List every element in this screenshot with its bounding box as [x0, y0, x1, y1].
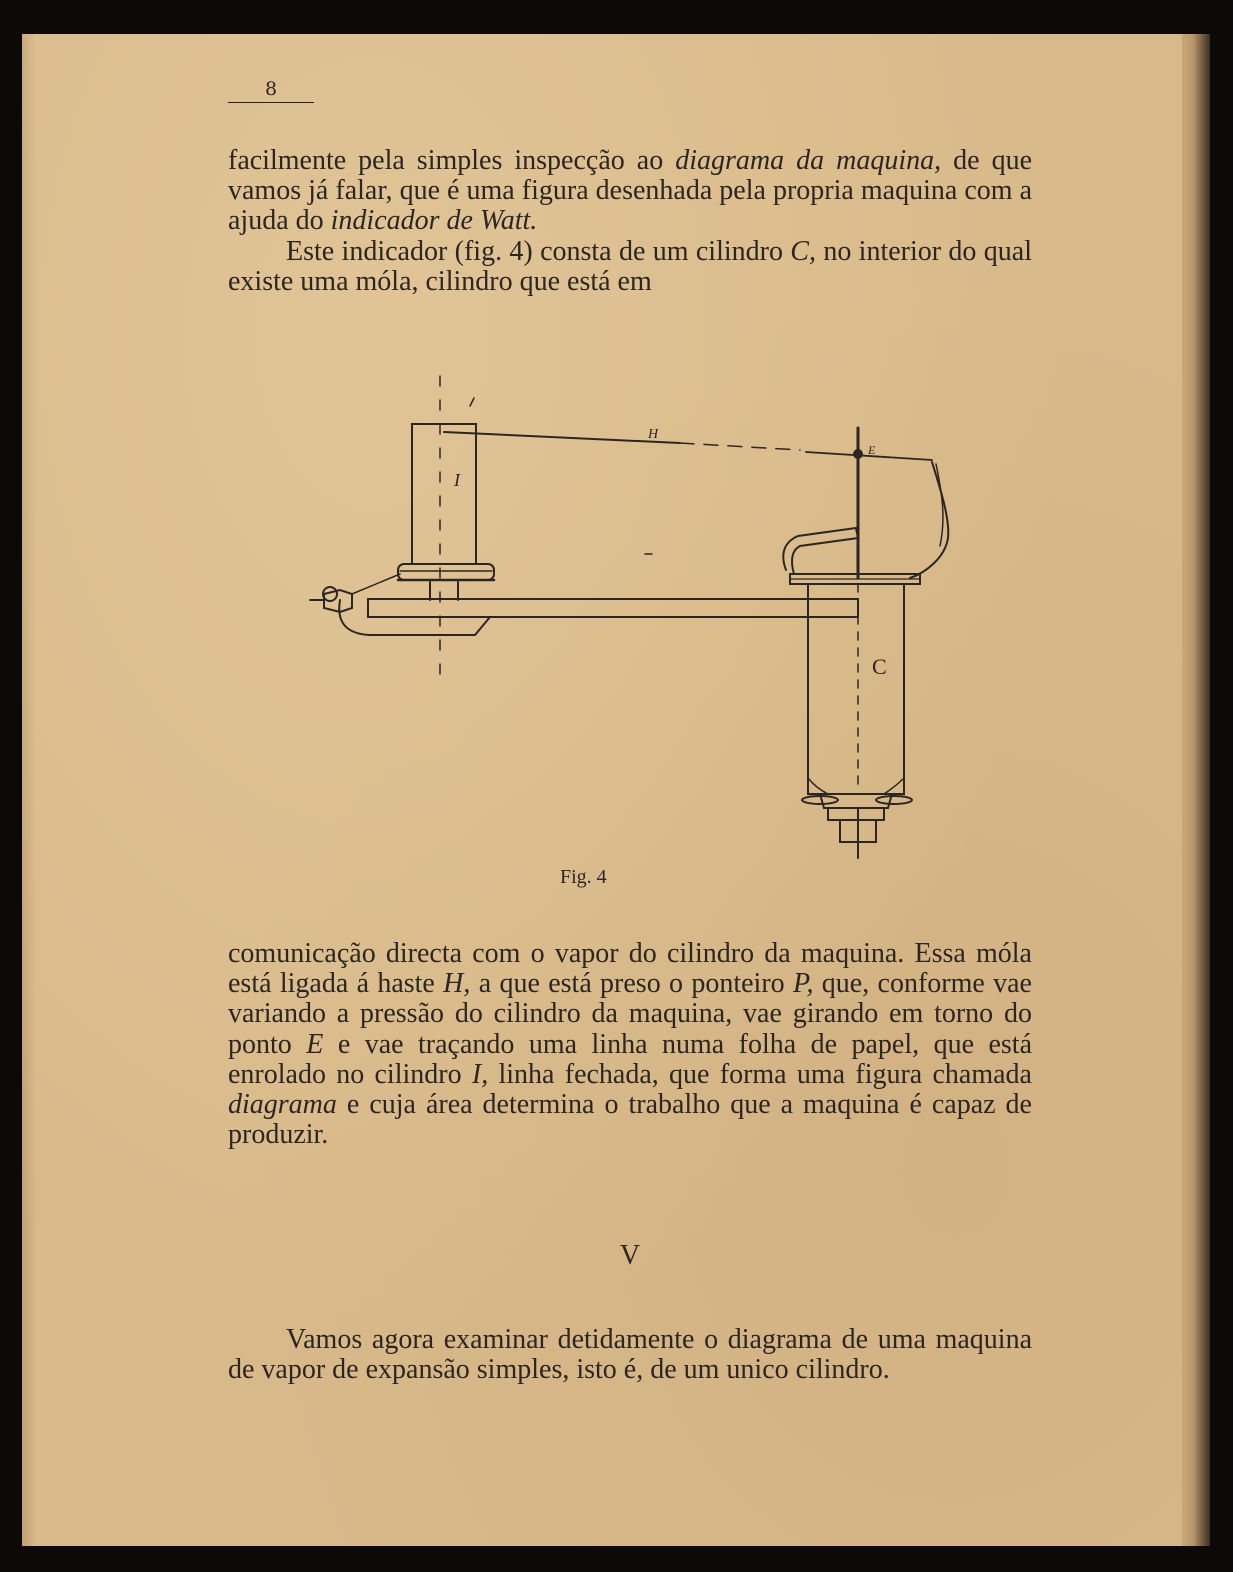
paragraph-2	[228, 237, 1032, 297]
paragraph-4	[228, 1325, 1032, 1385]
body-text-bottom	[228, 1325, 1032, 1385]
horizontal-arm	[368, 599, 858, 617]
section-heading: V	[619, 1240, 641, 1271]
text-run-0: comunicação directa com o vapor do cilindro da maquina. Essa móla está ligada á haste	[228, 938, 1032, 1000]
haste-lever	[444, 432, 680, 443]
paragraph-1	[228, 146, 1032, 237]
italic-run-9: diagrama	[228, 1089, 337, 1121]
label-h: H	[648, 427, 659, 442]
text-run-2: de que vamos já falar, que é uma figura desenhada pela propria maquina com a ajuda do	[228, 145, 1032, 237]
curved-bracket	[783, 528, 858, 574]
text-run-10: e cuja área determina o trabalho que a maquina é capaz de produzir.	[228, 1089, 1032, 1151]
body-text-top	[228, 146, 1032, 297]
text-run-6: e vae traçando uma linha numa folha de papel, que está enrolado no cilindro	[228, 1028, 1033, 1090]
paragraph-3	[228, 939, 1032, 1150]
label-c: C	[872, 654, 887, 679]
italic-run-1: C,	[790, 235, 816, 267]
italic-run-5: E	[306, 1028, 324, 1060]
text-run-0: facilmente pela simples inspecção ao	[228, 145, 676, 176]
label-i: I	[454, 470, 460, 490]
italic-run-3: P,	[792, 968, 814, 1000]
italic-run-1: diagrama da maquina,	[675, 145, 942, 176]
text-run-2: a que está preso o ponteiro	[470, 968, 793, 1000]
text-run-2: no interior do qual existe uma móla, cilindro que está em	[228, 235, 1032, 297]
italic-run-7: I,	[471, 1058, 489, 1090]
drum-flange	[398, 564, 494, 580]
text-run-8: linha fechada, que forma uma figura chamada	[488, 1058, 1032, 1090]
text-run-0: Vamos agora examinar detidamente o diagrama de uma maquina de vapor de expansão simples, isto é, de um unico cilindro.	[228, 1324, 1032, 1386]
book-spine	[1182, 34, 1210, 1546]
italic-run-3: indicador de Watt.	[330, 205, 538, 237]
italic-run-1: H,	[443, 968, 471, 1000]
figure-watt-indicator	[300, 368, 960, 868]
label-e: E	[868, 443, 876, 457]
text-run-0: Este indicador (fig. 4) consta de um cilindro	[286, 235, 791, 267]
text-run-4: que, conforme vae variando a pressão do cilindro da maquina, vae girando em torno do ponto	[228, 968, 1032, 1060]
cylinder-c	[808, 584, 904, 794]
figure-caption: Fig. 4	[560, 866, 607, 888]
drum-cylinder	[412, 424, 476, 564]
body-text-middle	[228, 939, 1032, 1150]
page-number: 8	[228, 78, 314, 103]
pivot-e	[854, 450, 862, 458]
